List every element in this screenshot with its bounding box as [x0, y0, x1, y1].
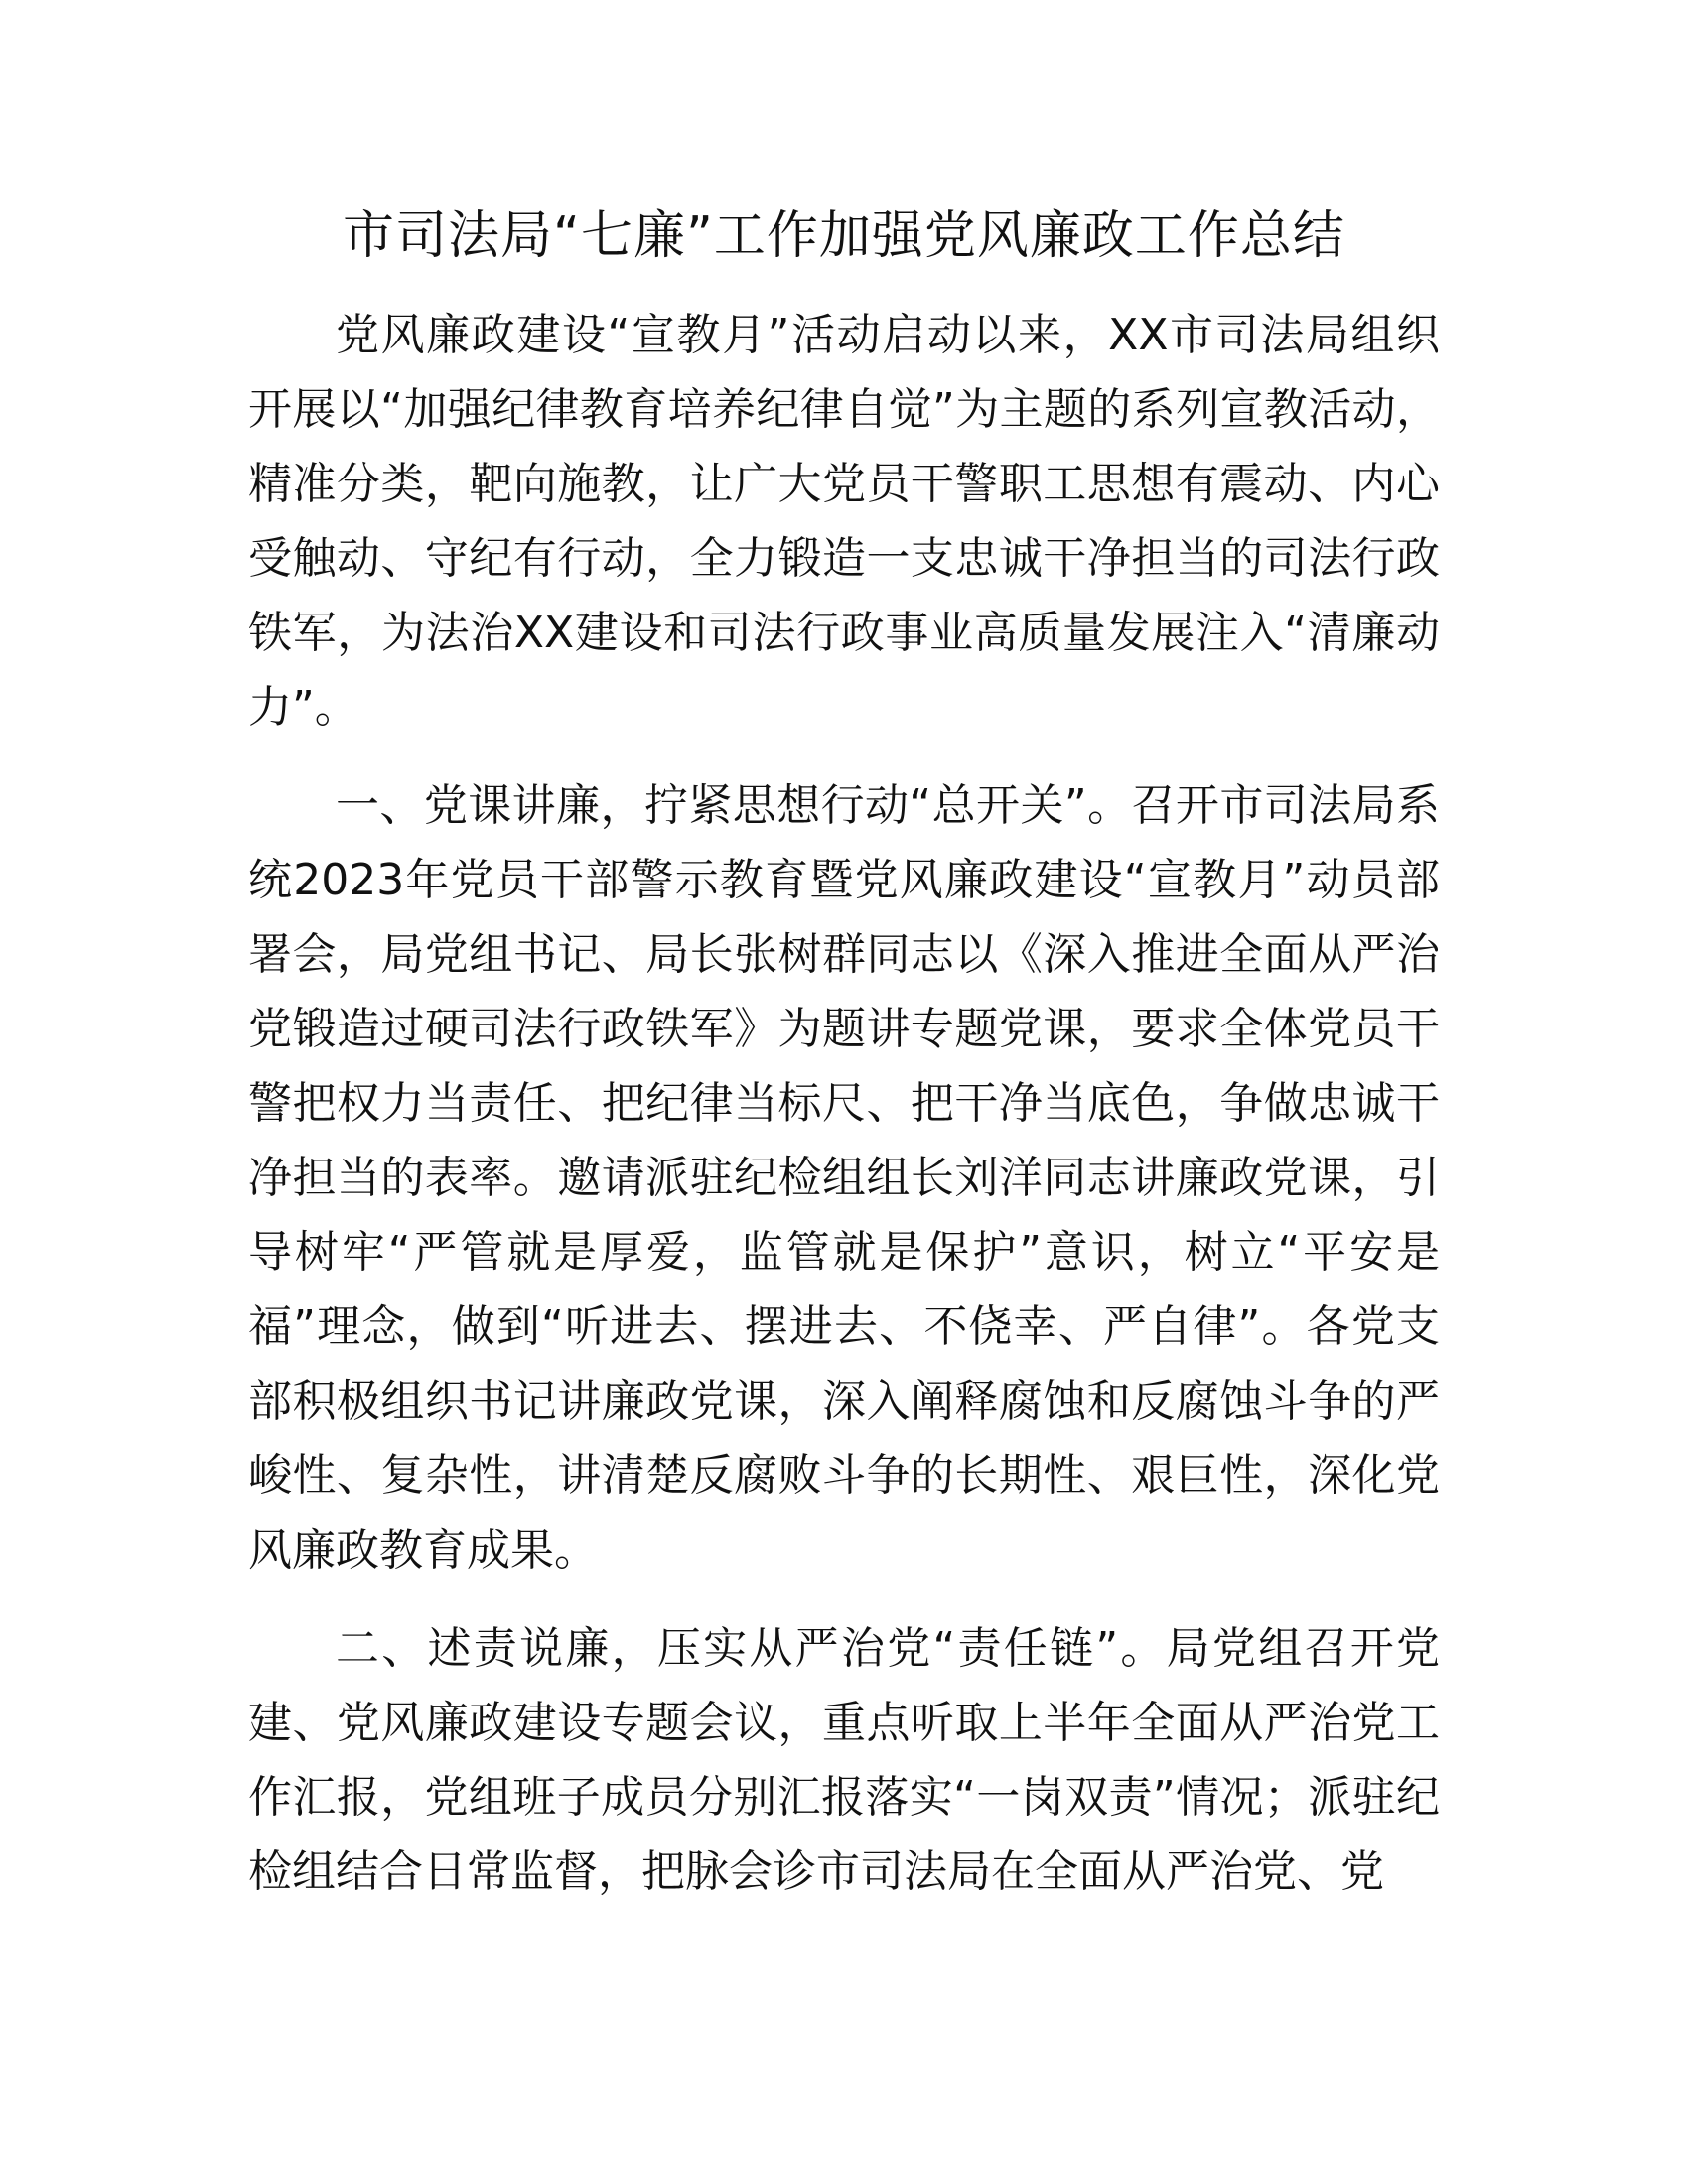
- paragraph-section-1: 一、党课讲廉，拧紧思想行动“总开关”。召开市司法局系统2023年党员干部警示教育暨党风廉政建设“宣教月”动员部署会，局党组书记、局长张树群同志以《深入推进全面从严治党锻造过硬司法行政铁军》为题讲专题党课，要求全体党员干警把权力当责任、把纪律当标尺、把干净当底色，争做忠诚干净担当的表率。邀请派驻纪检组组长刘洋同志讲廉政党课，引导树牢“严管就是厚爱，监管就是保护”意识，树立“平安是福”理念，做到“听进去、摆进去、不侥幸、严自律”。各党支部积极组织书记讲廉政党课，深入阐释腐蚀和反腐蚀斗争的严峻性、复杂性，讲清楚反腐败斗争的长期性、艰巨性，深化党风廉政教育成果。: [248, 780, 1440, 1575]
- document-title: 市司法局“七廉”工作加强党风廉政工作总结: [343, 206, 1345, 266]
- paragraph-section-2: 二、述责说廉，压实从严治党“责任链”。局党组召开党建、党风廉政建设专题会议，重点听取上半年全面从严治党工作汇报，党组班子成员分别汇报落实“一岗双责”情况；派驻纪检组结合日常监督，把脉会诊市司法局在全面从严治党、党: [248, 1623, 1440, 1897]
- paragraph-intro: 党风廉政建设“宣教月”活动启动以来，XX市司法局组织开展以“加强纪律教育培养纪律自觉”为主题的系列宣教活动，精准分类，靶向施教，让广大党员干警职工思想有震动、内心受触动、守纪有行动，全力锻造一支忠诚干净担当的司法行政铁军，为法治XX建设和司法行政事业高质量发展注入“清廉动力”。: [248, 310, 1440, 733]
- document-body: [248, 298, 1440, 1933]
